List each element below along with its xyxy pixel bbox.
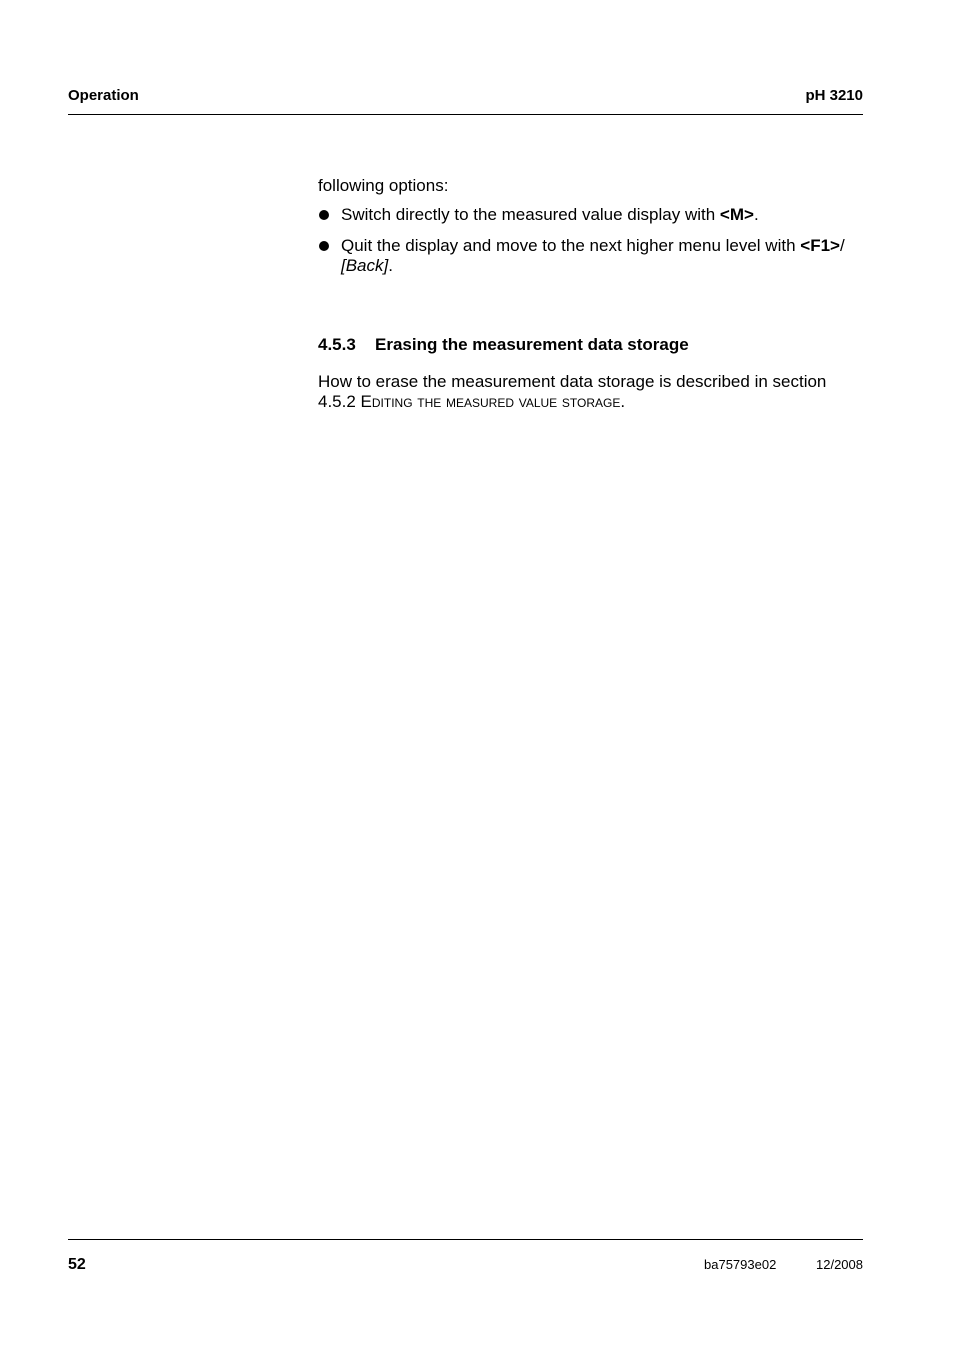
- options-list: [318, 205, 864, 276]
- softkey-label: [Back]: [341, 256, 389, 275]
- document-id: ba75793e02: [704, 1257, 777, 1272]
- page-number: 52: [68, 1256, 86, 1273]
- section-title: Erasing the measurement data storage: [375, 335, 689, 354]
- page-content: [318, 176, 864, 411]
- section-body-text: How to erase the measurement data storage is described in section: [318, 372, 827, 391]
- section-number: 4.5.3: [318, 335, 356, 354]
- header-model-name: pH 3210: [805, 87, 863, 104]
- cross-reference-title: Editing the measured value storage: [360, 392, 621, 411]
- list-item: [318, 205, 864, 225]
- key-label: <F1>: [800, 236, 840, 255]
- header-section-title: Operation: [68, 87, 139, 104]
- section-heading: [318, 335, 689, 355]
- page-header: [68, 86, 863, 115]
- key-label: <M>: [719, 205, 754, 224]
- bullet-dot-icon: [319, 241, 329, 251]
- bullet-text: Quit the display and move to the next higher menu level with: [341, 236, 801, 255]
- bullet-dot-icon: [319, 210, 329, 220]
- bullet-text-end: .: [388, 256, 393, 275]
- bullet-text: Switch directly to the measured value display with: [341, 205, 720, 224]
- cross-reference-number: 4.5.2: [318, 392, 356, 411]
- bullet-text-separator: /: [839, 236, 845, 255]
- document-date: 12/2008: [816, 1257, 863, 1272]
- list-item: [318, 236, 864, 276]
- page-footer: [68, 1239, 863, 1280]
- section-body: [318, 372, 864, 412]
- intro-text: following options:: [318, 176, 449, 195]
- cross-reference-end: .: [620, 392, 626, 411]
- bullet-text-end: .: [753, 205, 759, 224]
